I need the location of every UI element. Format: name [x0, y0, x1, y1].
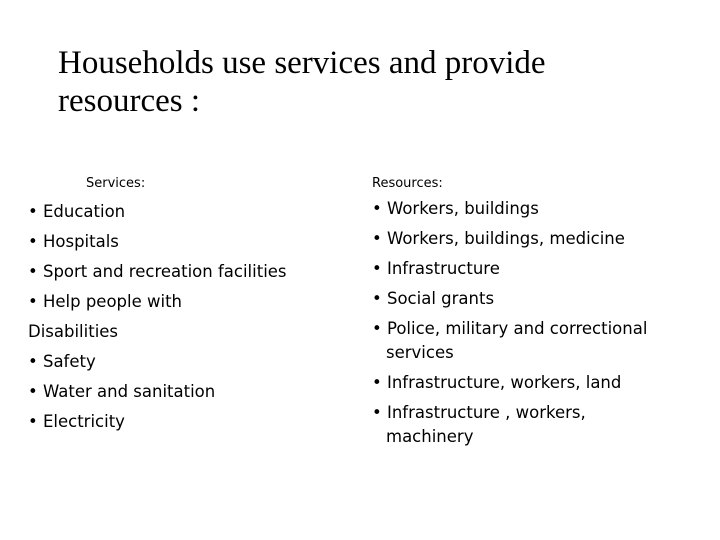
slide-title: Households use services and provide resources : — [58, 45, 546, 119]
list-item: Disabilities — [28, 322, 119, 341]
list-item: • Workers, buildings — [372, 199, 539, 218]
list-item: • Education — [28, 202, 126, 221]
list-item: • Sport and recreation facilities — [28, 262, 287, 281]
list-item: • Electricity — [28, 412, 125, 431]
list-item: • Workers, buildings, medicine — [372, 229, 625, 248]
services-list — [28, 197, 287, 437]
list-item: • Infrastructure, workers, land — [372, 373, 622, 392]
list-item: • Safety — [28, 352, 96, 371]
list-item: • Social grants — [372, 289, 495, 308]
list-item: • Infrastructure — [372, 259, 500, 278]
services-heading: Services: — [86, 176, 146, 191]
list-item: • Infrastructure , workers, machinery — [372, 403, 586, 446]
list-item: • Water and sanitation — [28, 382, 216, 401]
list-item: • Police, military and correctional services — [372, 319, 648, 362]
list-item: • Help people with — [28, 292, 183, 311]
resources-heading: Resources: — [372, 176, 443, 191]
list-item: • Hospitals — [28, 232, 119, 251]
resources-list — [372, 197, 672, 455]
